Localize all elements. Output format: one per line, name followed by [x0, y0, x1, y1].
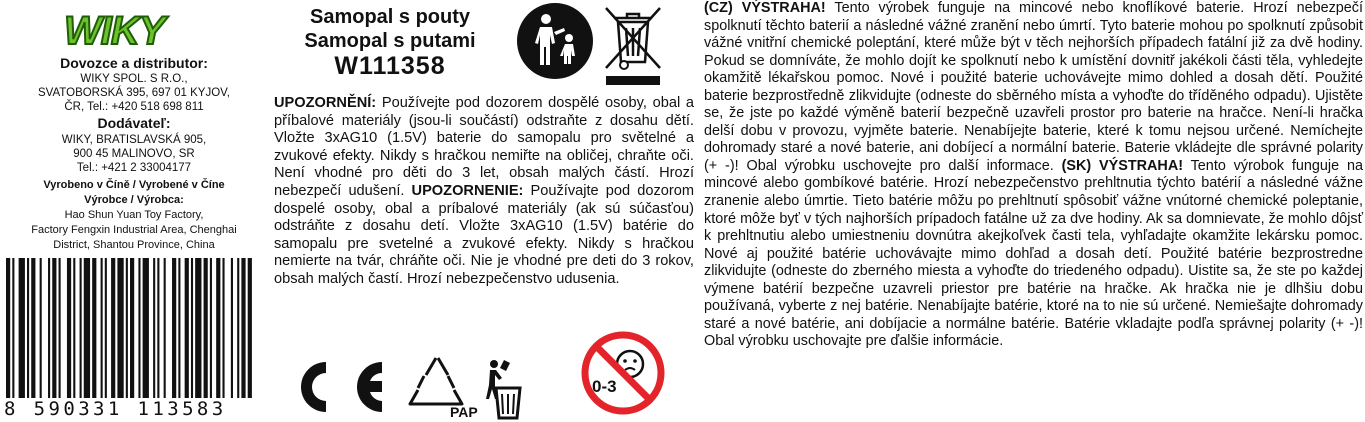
svg-text:WIKY: WIKY [64, 9, 165, 53]
importer-line-1: WIKY SPOL. S R.O., [80, 73, 188, 85]
barcode-bar [222, 258, 224, 398]
barcode-bar [126, 258, 128, 398]
wiky-logo [60, 4, 210, 54]
barcode-digits: 8 590331 113583 [4, 398, 227, 420]
barcode-bar [143, 258, 149, 398]
importer-heading: Dovozce a distributor: [60, 55, 208, 71]
product-name-sk: Samopal s putami [304, 30, 476, 52]
barcode-bar [48, 258, 50, 398]
barcode-bar [101, 258, 103, 398]
warning-mid-text [274, 95, 694, 289]
recycle-icon [410, 358, 462, 404]
icons-row [286, 352, 528, 422]
age-0-3-warning-icon [580, 330, 666, 416]
barcode-bar [6, 258, 10, 398]
ce-mark-c-icon [301, 362, 326, 412]
barcode-bar [204, 258, 208, 398]
warning-mid-cz-label: UPOZORNĚNÍ: [274, 95, 377, 111]
weee-crossed-bin-icon [602, 4, 664, 88]
barcode-bar [157, 258, 159, 398]
importer-line-3: ČR, Tel.: +420 518 698 811 [64, 101, 204, 113]
made-in: Vyrobeno v Číně / Vyrobené v Číne [43, 179, 225, 191]
pap-label: PAP [450, 404, 478, 420]
barcode-bar [19, 258, 25, 398]
product-code: W111358 [334, 52, 446, 80]
manufacturer-line-3: District, Shantou Province, China [53, 239, 215, 251]
barcode-bar [216, 258, 220, 398]
barcode-bar [52, 258, 56, 398]
manufacturer-line-1: Hao Shun Yuan Toy Factory, [64, 209, 204, 221]
age-label: 0-3 [592, 377, 617, 396]
barcode-bar [105, 258, 107, 398]
barcode-bar [210, 258, 212, 398]
barcode-bar [40, 258, 42, 398]
tidy-man-icon [486, 360, 520, 418]
barcode-bar [92, 258, 96, 398]
barcode-bar [248, 258, 252, 398]
barcode-bar [27, 258, 29, 398]
barcode-bar [80, 258, 82, 398]
barcode-bar [241, 258, 245, 398]
barcode-bar [153, 258, 155, 398]
barcode-bar [178, 258, 180, 398]
right-column [704, 0, 1363, 422]
barcode-bar [172, 258, 176, 398]
importer-line-2: SVATOBORSKÁ 395, 697 01 KYJOV, [38, 87, 230, 99]
barcode-bar [117, 258, 123, 398]
barcode-bar [195, 258, 201, 398]
warning-right-text [704, 0, 1363, 351]
barcode-bar [130, 258, 134, 398]
manufacturer-line-2: Factory Fengxin Industrial Area, Chenghai [31, 224, 237, 236]
barcode-bar [191, 258, 193, 398]
warning-right-sk-text: Tento výrobok funguje na mincové alebo gombíkové batérie. Hrozí nebezpečenstvo prehltnutia týchto batérií a následné vážne zranenie alebo úmrtie. Tieto batérie môžu po prehltnutí spôsobiť vážne vnútorné chemické poleptanie, ktoré môže byť v tých najhorších prípadoch fatálne už za dve hodiny. Ak sa domnievate, že mohlo dôjsť k prehltnutiu alebo umiestneniu dovnútra akejkoľvek časti tela, vyhľadajte okamžite lekársku pomoc. Nové aj použité batérie uchovávajte mimo dohľad a dosah detí. Použité batérie bezprostredne zlikvidujte (odneste do zberného miesta a vyhoďte do triedeného odpadu). Uistite sa, že ste po každej výmene batérií bezpečne uzavreli priestor pre batérie na hračke. Ak hračka nie je dlhšiu dobu používaná, vyberte z nej batérie. Nenabíjajte batérie, ktoré na to nie sú určené. Nemiešajte dohromady staré a nové batérie, ani dobíjacie a normálne batérie. Batérie vkladajte podľa správnej polarity (+ -)! Obal výrobku uschovajte pre ďalšie informácie. [704, 157, 1364, 350]
ce-mark-e-icon [357, 362, 382, 412]
supplier-line-2: 900 45 MALINOVO, SR [73, 148, 195, 160]
warning-mid-sk-text: Používajte pod dozorom dospelé osoby, obal a príbalové materiály (ak sú súčasťou) odstráňte z dosahu detí. Vložte 3xAG10 (1.5V) batérie do samopalu pre svetelné a zvukové efekty. Nikdy s hračkou nemierte na tvár, chráňte oči. Nie je vhodné pre deti do 3 rokov, obsah malých častí. Hrozí nebezpečenstvo udusenia. [274, 182, 694, 287]
barcode-bar [31, 258, 35, 398]
supplier-line-1: WIKY, BRATISLAVSKÁ 905, [61, 134, 207, 146]
barcode-bar [73, 258, 75, 398]
barcode-bar [84, 258, 90, 398]
middle-column [272, 0, 696, 422]
barcode-bar [231, 258, 233, 398]
warning-right-cz-text: Tento výrobek funguje na mincové nebo knoflíkové baterie. Hrozí nebezpečí spolknutí těchto baterií a následné vážné zranění nebo úmrtí. Tyto baterie mohou po spolknutí způsobit vážné vnitřní chemické poleptání, které může být v těch nejhorších případech fatální již za dvě hodiny. Pokud se domníváte, že mohlo dojít ke spolknutí nebo k umístění dovnitř jakékoli části těla, vyhledejte okamžitě lékařskou pomoc. Nové i použité baterie uchovávejte mimo dohled a dosah dětí. Použité baterie bezprostředně zlikvidujte (odneste do sběrného místa a vyhoďte do tříděného odpadu). Ujistěte se, že jste po každé výměně baterií bezpečně uzavřeli prostor pro baterie na hračce. Není-li hračka delší dobu v provozu, vyjměte baterie. Nenabíjejte baterie, které k tomu nejsou určené. Nemíchejte dohromady staré a nové baterie, ani dobíjecí a normální baterie. Baterie vkládejte dle správné polarity (+ -)! Obal výrobku uschovejte pro další informace. [704, 0, 1364, 174]
warning-mid-cz-text: Používejte pod dozorem dospělé osoby, obal a příbalové materiály (jsou-li součástí) odstraňte z dosahu dětí. Vložte 3xAG10 (1.5V) baterie do samopalu pro světelné a zvukové efekty. Nikdy s hračkou nemiřte na obličej, chraňte oči. Není vhodné pro děti do 3 let, obsah malých částí. Hrozí nebezpečí udušení. [274, 95, 694, 199]
product-name-cz: Samopal s pouty [309, 6, 471, 28]
warning-right-cz-label: (CZ) VÝSTRAHA! [704, 0, 826, 16]
barcode-bar [185, 258, 189, 398]
barcode-bar [138, 258, 140, 398]
supplier-line-3: Tel.: +421 2 33004177 [76, 162, 192, 174]
left-column [0, 0, 268, 422]
barcode [6, 258, 254, 398]
adult-supervision-icon [516, 2, 594, 80]
barcode-bar [164, 258, 166, 398]
barcode-bar [12, 258, 14, 398]
barcode-bar [237, 258, 239, 398]
barcode-bar [67, 258, 71, 398]
barcode-bar [59, 258, 61, 398]
manufacturer-heading: Výrobce / Výrobca: [84, 194, 184, 206]
supplier-heading: Dodávateľ: [97, 115, 171, 131]
warning-mid-sk-label: UPOZORNENIE: [411, 182, 524, 199]
warning-right-sk-label: (SK) VÝSTRAHA! [1061, 157, 1184, 174]
barcode-bar [111, 258, 115, 398]
